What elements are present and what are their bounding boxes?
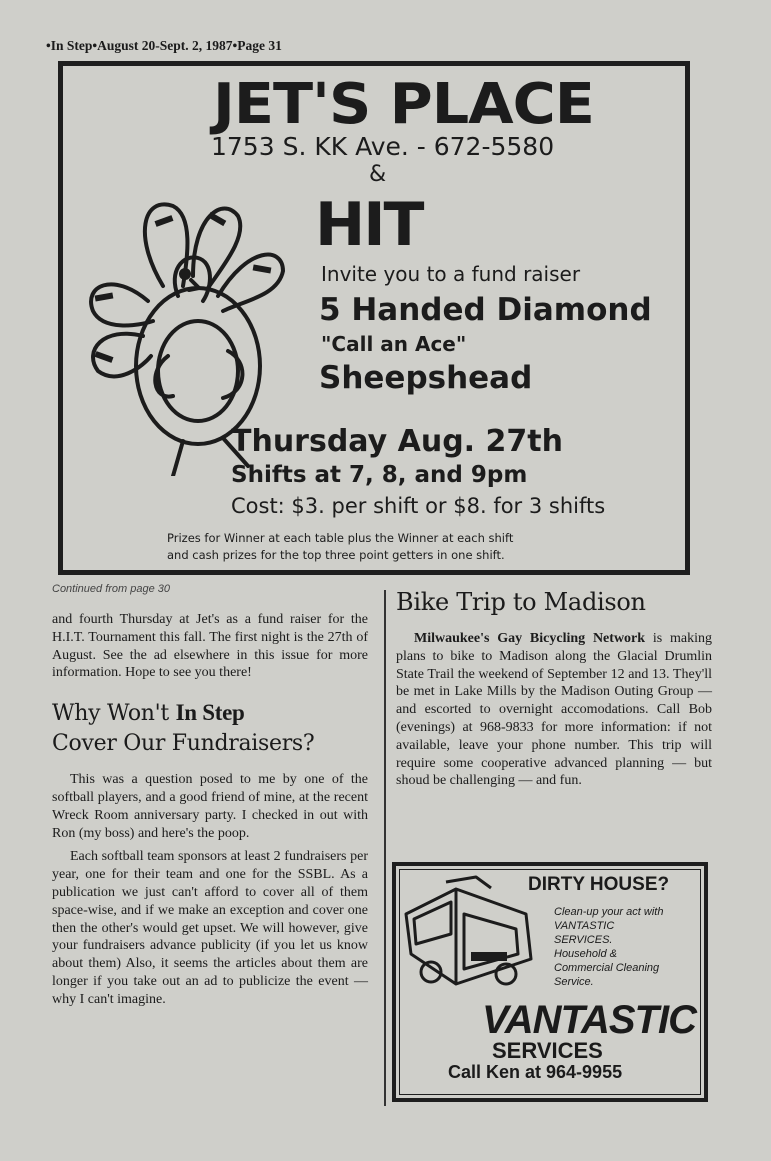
ad-cost: Cost: $3. per shift or $8. for 3 shifts — [231, 494, 606, 518]
vantastic-ad — [392, 862, 708, 1102]
article-heading — [52, 698, 368, 759]
ad2-call: Call Ken at 964-9955 — [448, 1062, 623, 1082]
ad-shifts: Shifts at 7, 8, and 9pm — [231, 462, 528, 488]
right-column — [396, 588, 712, 790]
ad2-desc-1: Clean-up your act with — [554, 906, 664, 918]
ad-prizes-line-1: Prizes for Winner at each table plus the Winner at each shift — [167, 531, 514, 545]
ad2-desc-4: Household & — [554, 948, 617, 960]
ad2-question: DIRTY HOUSE? — [528, 874, 670, 895]
ad-game-1: 5 Handed Diamond — [319, 292, 652, 328]
ad2-desc-2: VANTASTIC — [554, 920, 615, 932]
ad-date: Thursday Aug. 27th — [231, 424, 563, 459]
article-continuation: and fourth Thursday at Jet's as a fund raiser for the H.I.T. Tournament this fall. The first night is the 27th of August. See the ad elsewhere in this issue for more information. Hope to see you there! — [52, 612, 368, 681]
ad2-desc-5: Commercial Cleaning — [554, 962, 660, 974]
heading-bold: In Step — [175, 700, 245, 726]
ad2-desc-3: SERVICES. — [554, 934, 613, 946]
column-divider — [384, 590, 386, 1106]
ad-game-3: Sheepshead — [319, 360, 533, 396]
ad-title: JET'S PLACE — [213, 72, 594, 137]
jets-place-ad — [58, 61, 690, 575]
bike-trip-lead: Milwaukee's Gay Bicycling Network — [414, 631, 646, 646]
heading-part-2: Cover Our Fundraisers? — [52, 731, 315, 757]
ad-partner: HIT — [315, 190, 423, 260]
bike-trip-heading: Bike Trip to Madison — [396, 588, 646, 616]
ad-game-2: "Call an Ace" — [321, 332, 467, 356]
continued-note: Continued from page 30 — [52, 583, 171, 595]
bike-trip-paragraph — [396, 630, 712, 790]
ad-invite: Invite you to a fund raiser — [321, 262, 581, 286]
ad2-brand: VANTASTIC — [482, 998, 696, 1042]
bike-trip-text: is making plans to bike to Madison along the Glacial Drumlin State Trail the weekend of September 12 and 13. They'll be met in Lake Mills by the Madison Outing Group — and escorted to overnight accomodations. Call Bob (evenings) at 968-9833 for more information: if not available, leave your phone number. This trip will require some cooperative advanced planning — but shoud be challenging — and fun. — [396, 631, 712, 789]
van-illustration — [396, 874, 546, 994]
ad2-services: SERVICES — [492, 1038, 603, 1063]
ad2-desc-6: Service. — [554, 976, 594, 988]
heading-part-1: Why Won't — [52, 701, 176, 727]
article-paragraph-2: Each softball team sponsors at least 2 fundraisers per year, one for their team and one for the SSBL. As a publication we just can't afford to cover all of them space-wise, and if we make an exception and cover one then the other's would get upset. We will however, give your fundraisers advance publicity (if you let us know about them) Also, it seems the articles about them are longer if you take out an ad to publicize the event — why I can't imagine. — [52, 849, 368, 1007]
ad-address: 1753 S. KK Ave. - 672-5580 — [211, 132, 555, 161]
page-header: •In Step•August 20-Sept. 2, 1987•Page 31 — [46, 38, 282, 53]
left-column — [52, 583, 368, 1009]
ad-prizes-line-2: and cash prizes for the top three point getters in one shift. — [167, 548, 505, 562]
ad-ampersand: & — [369, 162, 387, 187]
article-paragraph-1: This was a question posed to me by one of the softball players, and a good friend of mine, at the recent Wreck Room anniversary party. I checked in out with Ron (my boss) and here's the poop. — [52, 772, 368, 841]
